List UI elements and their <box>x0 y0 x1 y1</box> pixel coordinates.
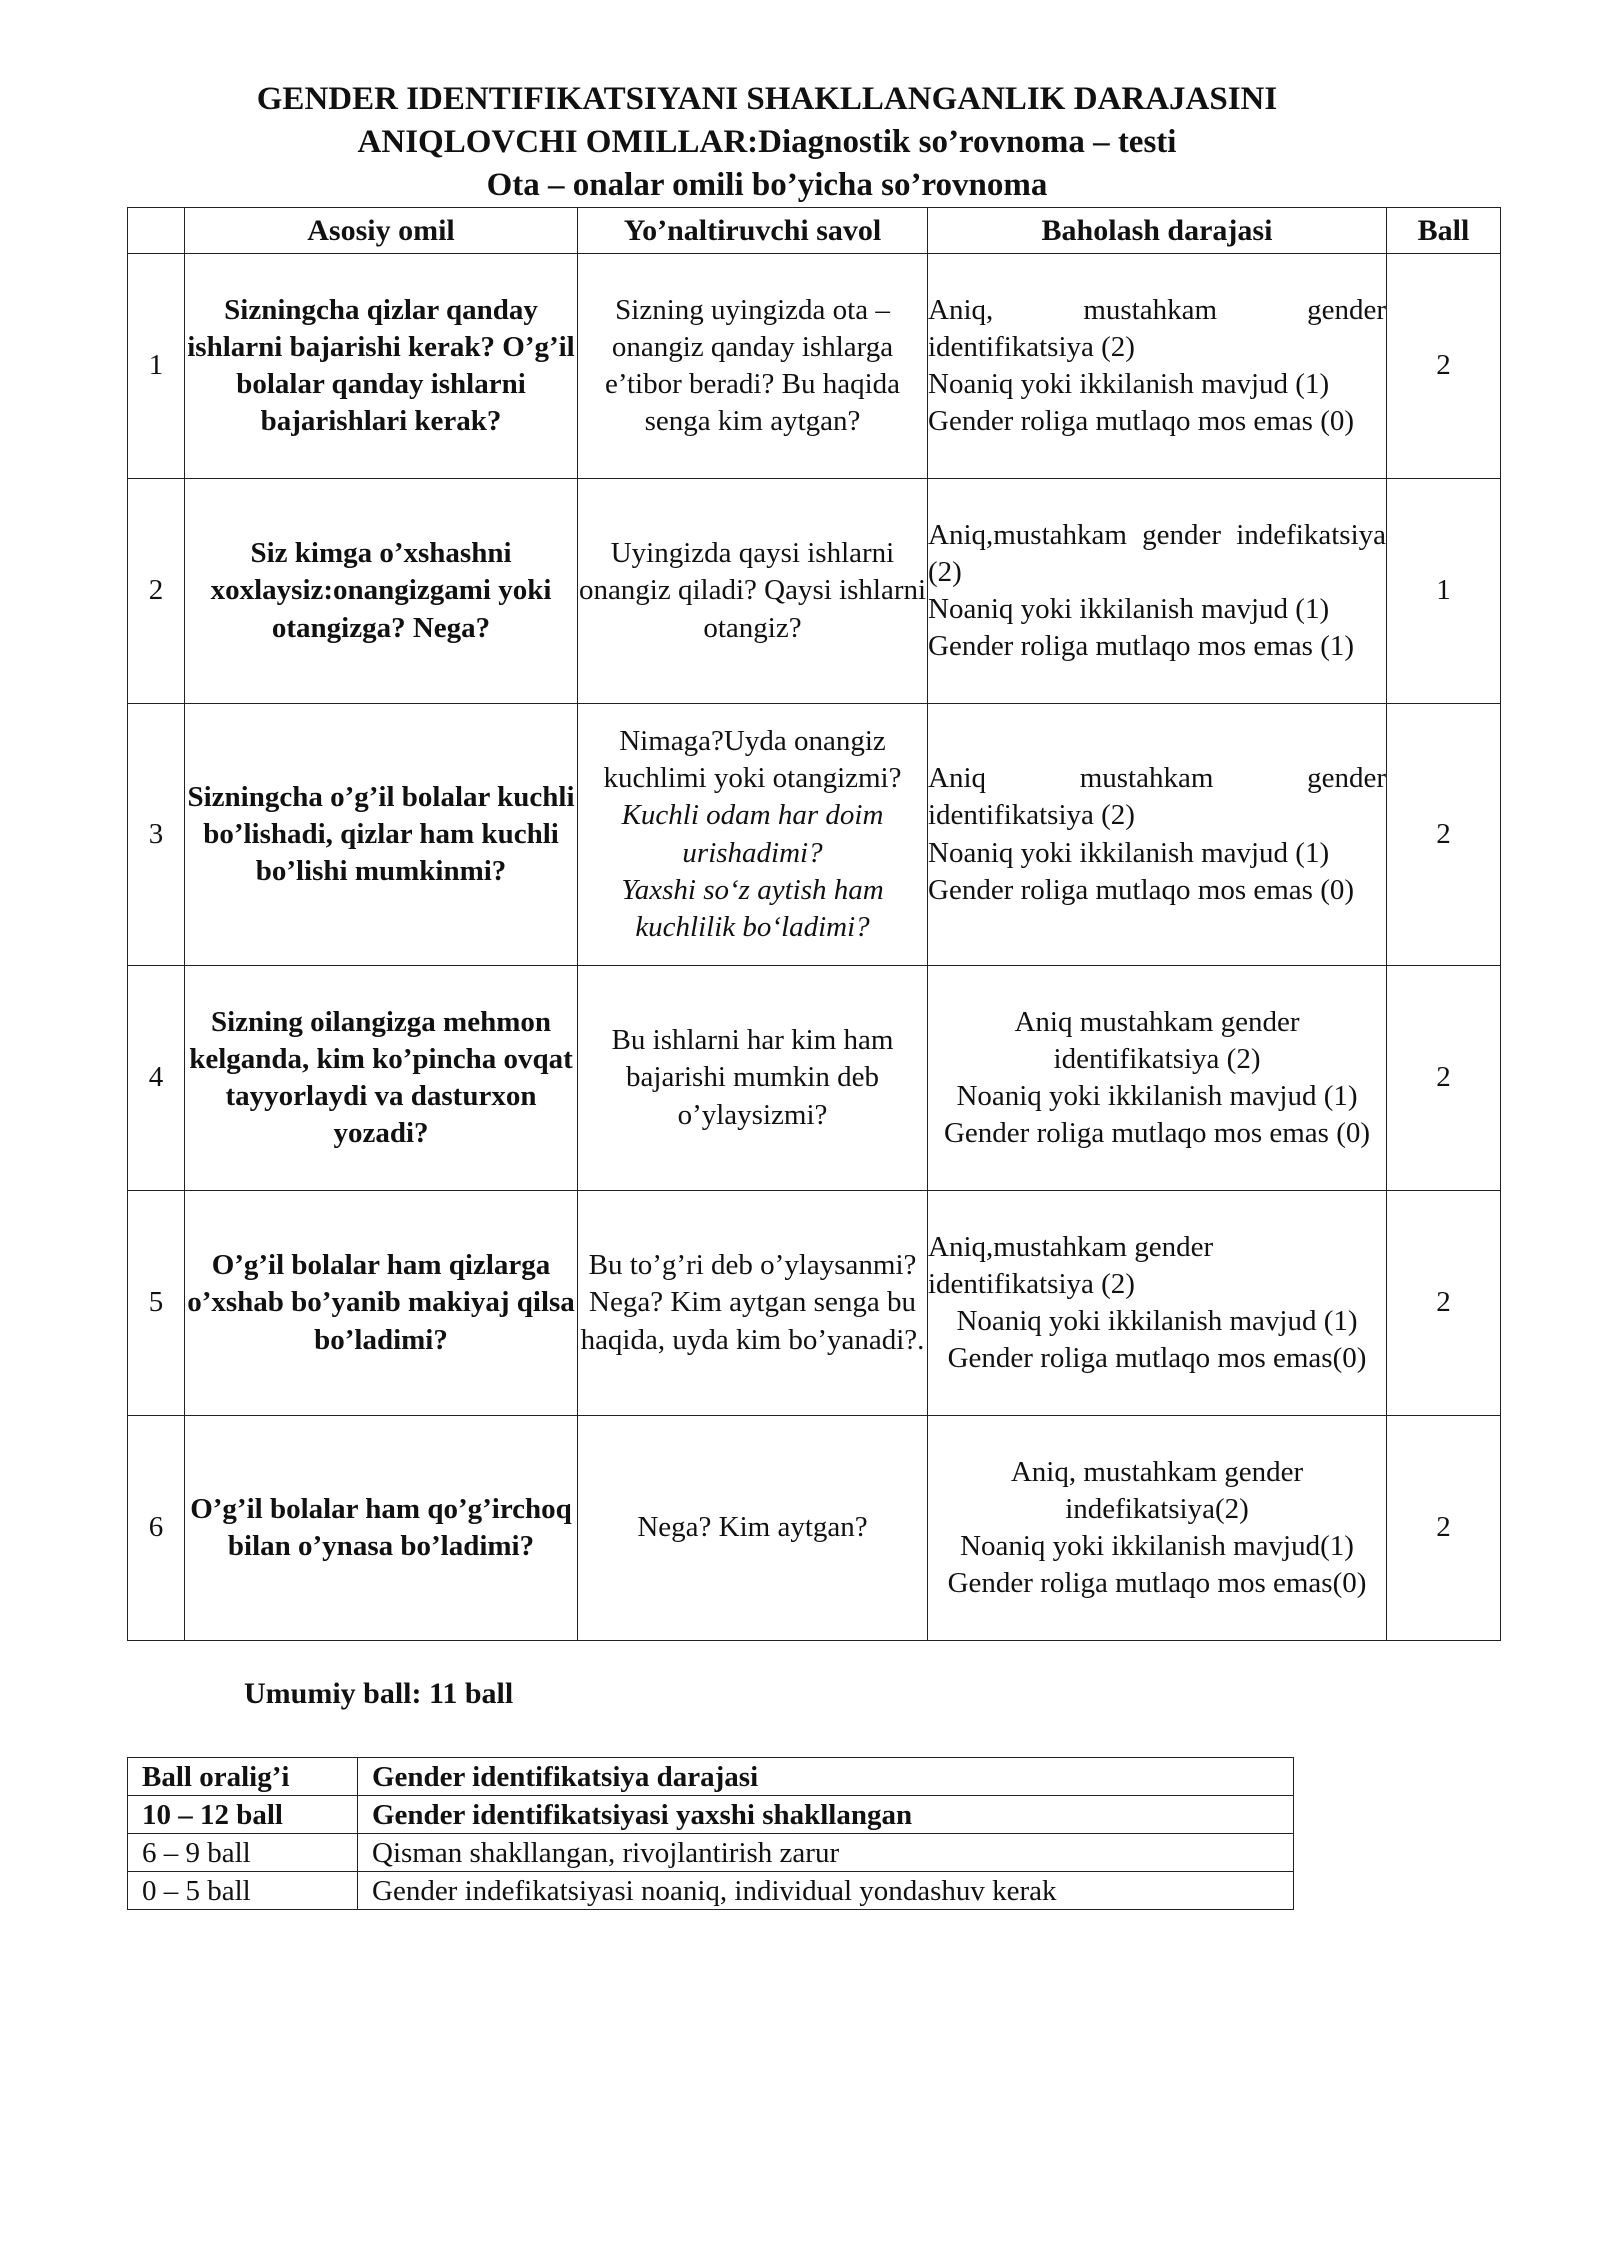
survey-header-row <box>128 208 1501 254</box>
evaluation-option: Aniq,mustahkam gender identifikatsiya (2) <box>928 1230 1214 1300</box>
survey-table <box>127 207 1501 1641</box>
evaluation-levels <box>928 479 1387 704</box>
scale-header-row <box>128 1758 1294 1796</box>
score-scale-table <box>127 1757 1294 1910</box>
ball-score: 2 <box>1387 254 1501 479</box>
evaluation-option: Gender roliga mutlaqo mos emas(0) <box>947 1342 1367 1375</box>
main-factor: O’g’il bolalar ham qizlarga o’xshab bo’yanib makiyaj qilsa bo’ladimi? <box>185 1191 578 1416</box>
evaluation-option: Gender roliga mutlaqo mos emas (0) <box>928 405 1355 438</box>
evaluation-levels <box>928 254 1387 479</box>
ball-score: 2 <box>1387 966 1501 1191</box>
main-factor: Sizning oilangizga mehmon kelganda, kim ko’pincha ovqat tayyorlaydi va dasturxon yozadi? <box>185 966 578 1191</box>
header-main-factor: Asosiy omil <box>185 208 578 254</box>
scale-range: 6 – 9 ball <box>128 1834 358 1872</box>
main-factor: Siz kimga o’xshashni xoxlaysiz:onangizgami yoki otangizga? Nega? <box>185 479 578 704</box>
header-evaluation-level: Baholash darajasi <box>928 208 1387 254</box>
total-score: Umumiy ball: 11 ball <box>244 1677 514 1710</box>
table-row <box>128 704 1501 966</box>
evaluation-levels <box>928 1191 1387 1416</box>
evaluation-option: Gender roliga mutlaqo mos emas(0) <box>947 1567 1367 1600</box>
main-factor: O’g’il bolalar ham qo’g’irchoq bilan o’ynasa bo’ladimi? <box>185 1416 578 1641</box>
header-guiding-question: Yo’naltiruvchi savol <box>578 208 928 254</box>
ball-score: 1 <box>1387 479 1501 704</box>
evaluation-option: Noaniq yoki ikkilanish mavjud (1) <box>928 368 1330 400</box>
table-row <box>128 966 1501 1191</box>
evaluation-option: Gender roliga mutlaqo mos emas (0) <box>943 1117 1371 1150</box>
evaluation-option: Aniq mustahkam gender identifikatsiya (2) <box>1014 1005 1300 1075</box>
table-row <box>128 1416 1501 1641</box>
evaluation-option: Noaniq yoki ikkilanish mavjud (1) <box>928 593 1330 625</box>
scale-range: 10 – 12 ball <box>128 1796 358 1834</box>
title-line-3: Ota – onalar omili bo’yicha so’rovnoma <box>486 167 1048 203</box>
evaluation-option: Gender roliga mutlaqo mos emas (1) <box>928 630 1355 663</box>
guiding-question: Bu to’g’ri deb o’ylaysanmi? Nega? Kim aytgan senga bu haqida, uyda kim bo’yanadi?. <box>578 1191 928 1416</box>
scale-range: Ball oralig’i <box>128 1758 358 1796</box>
guiding-question: Nega? Kim aytgan? <box>578 1416 928 1641</box>
row-number: 2 <box>128 479 185 704</box>
row-number: 1 <box>128 254 185 479</box>
evaluation-option: Aniq, mustahkam gender indefikatsiya(2) <box>1010 1455 1304 1525</box>
evaluation-option: Aniq mustahkam gender identifikatsiya (2) <box>928 762 1386 832</box>
evaluation-option: Noaniq yoki ikkilanish mavjud (1) <box>928 836 1330 869</box>
guiding-question: Sizning uyingizda ota – onangiz qanday ishlarga e’tibor beradi? Bu haqida senga kim aytgan? <box>578 254 928 479</box>
guiding-question: Uyingizda qaysi ishlarni onangiz qiladi? Qaysi ishlarni otangiz? <box>578 479 928 704</box>
ball-score: 2 <box>1387 1416 1501 1641</box>
scale-row <box>128 1872 1294 1910</box>
evaluation-levels <box>928 704 1387 966</box>
evaluation-option: Aniq,mustahkam gender indefikatsiya (2) <box>928 518 1386 588</box>
scale-level: Qisman shakllangan, rivojlantirish zarur <box>358 1834 1294 1872</box>
evaluation-option: Noaniq yoki ikkilanish mavjud (1) <box>956 1080 1358 1112</box>
scale-row <box>128 1834 1294 1872</box>
row-number: 5 <box>128 1191 185 1416</box>
ball-score: 2 <box>1387 704 1501 966</box>
row-number: 3 <box>128 704 185 966</box>
scale-level: Gender identifikatsiyasi yaxshi shakllangan <box>358 1796 1294 1834</box>
document-title <box>126 78 1408 207</box>
guiding-question: Bu ishlarni har kim ham bajarishi mumkin deb o’ylaysizmi? <box>578 966 928 1191</box>
scale-level: Gender identifikatsiya darajasi <box>358 1758 1294 1796</box>
main-factor: Sizningcha o’g’il bolalar kuchli bo’lishadi, qizlar ham kuchli bo’lishi mumkinmi? <box>185 704 578 966</box>
ball-score: 2 <box>1387 1191 1501 1416</box>
table-row <box>128 254 1501 479</box>
evaluation-option: Aniq, mustahkam gender identifikatsiya (2) <box>928 293 1386 363</box>
row-number: 6 <box>128 1416 185 1641</box>
header-ball: Ball <box>1387 208 1501 254</box>
row-number: 4 <box>128 966 185 1191</box>
evaluation-option: Gender roliga mutlaqo mos emas (0) <box>928 873 1355 906</box>
scale-level: Gender indefikatsiyasi noaniq, individual yondashuv kerak <box>358 1872 1294 1910</box>
title-line-1: GENDER IDENTIFIKATSIYANI SHAKLLANGANLIK DARAJASINI <box>256 81 1278 117</box>
header-num <box>128 208 185 254</box>
table-row <box>128 479 1501 704</box>
evaluation-levels <box>928 966 1387 1191</box>
table-row <box>128 1191 1501 1416</box>
main-factor: Sizningcha qizlar qanday ishlarni bajarishi kerak? O’g’il bolalar qanday ishlarni bajarishlari kerak? <box>185 254 578 479</box>
evaluation-option: Noaniq yoki ikkilanish mavjud (1) <box>956 1305 1358 1337</box>
title-line-2: ANIQLOVCHI OMILLAR:Diagnostik so’rovnoma – testi <box>357 124 1177 160</box>
evaluation-option: Noaniq yoki ikkilanish mavjud(1) <box>960 1530 1354 1562</box>
scale-row <box>128 1796 1294 1834</box>
evaluation-levels <box>928 1416 1387 1641</box>
scale-range: 0 – 5 ball <box>128 1872 358 1910</box>
guiding-question: Nimaga?Uyda onangiz kuchlimi yoki otangizmi? Kuchli odam har doim urishadimi? Yaxshi so‘z aytish ham kuchlilik bo‘ladimi? <box>578 704 928 966</box>
